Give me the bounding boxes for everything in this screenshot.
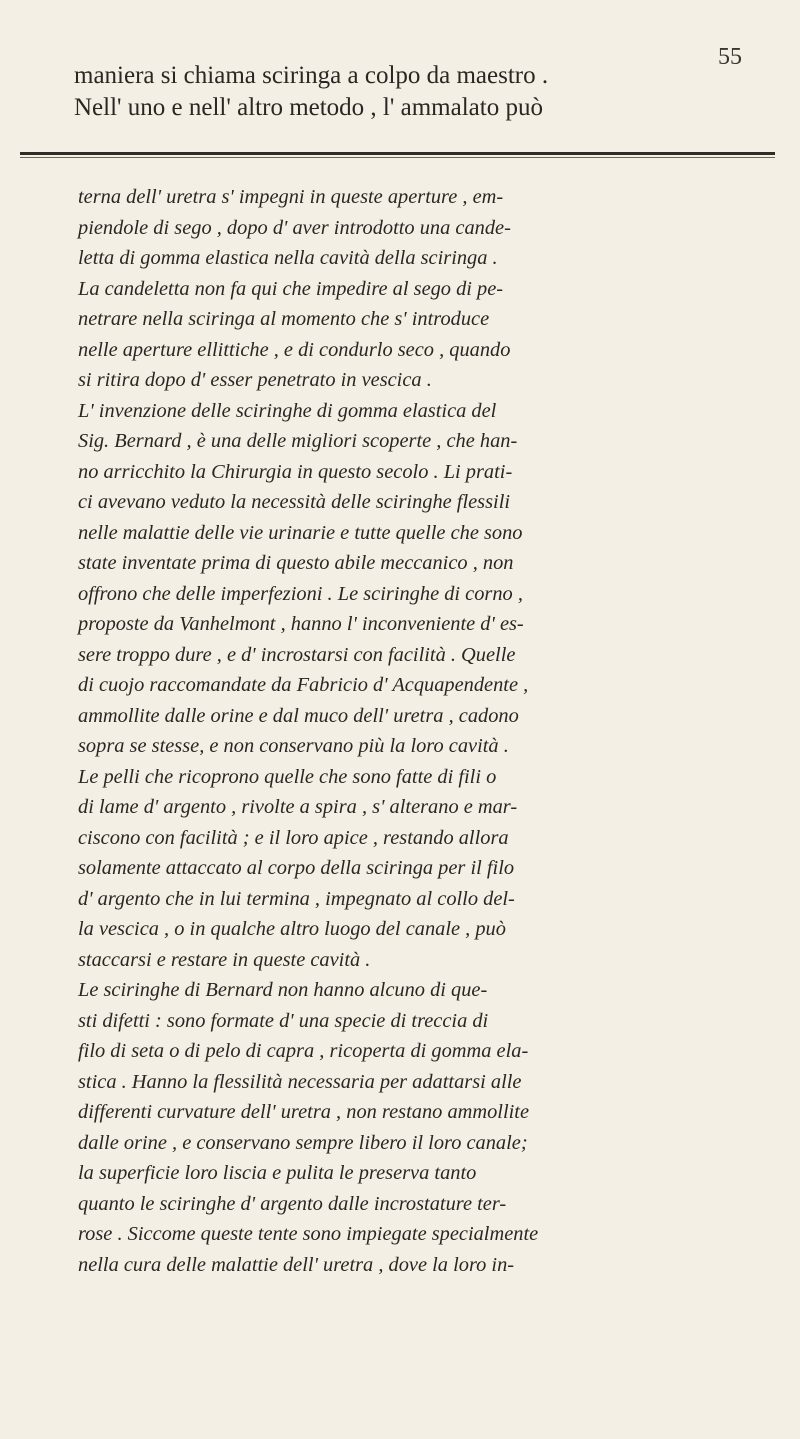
text-line: no arricchito la Chirurgia in questo secolo . Li prati- — [78, 460, 513, 483]
page-number: 55 — [718, 44, 742, 70]
text-line: Nell' uno e nell' altro metodo , l' ammalato può — [74, 94, 543, 121]
text-line: sti difetti : sono formate d' una specie di treccia di — [78, 1009, 489, 1032]
text-line: rose . Siccome queste tente sono impiegate specialmente — [78, 1223, 539, 1245]
text-line: proposte da Vanhelmont , hanno l' inconveniente d' es- — [78, 613, 524, 635]
text-line: maniera si chiama sciringa a colpo da maestro . — [74, 62, 549, 89]
text-line: La candeletta non fa qui che impedire al sego di pe- — [78, 277, 504, 300]
text-line: ciscono con facilità ; e il loro apice , restando allora — [78, 826, 509, 849]
text-line: Le sciringhe di Bernard non hanno alcuno di que- — [78, 979, 488, 1001]
text-line: la superficie loro liscia e pulita le preserva tanto — [78, 1162, 477, 1184]
text-line: solamente attaccato al corpo della sciringa per il filo — [78, 857, 515, 879]
text-line: Le pelli che ricoprono quelle che sono fatte di fili o — [78, 765, 497, 788]
text-line: letta di gomma elastica nella cavità della sciringa . — [78, 247, 498, 269]
text-line: nelle malattie delle vie urinarie e tutte quelle che sono — [78, 521, 523, 544]
italic-body-text — [78, 182, 778, 1280]
text-line: d' argento che in lui termina , impegnato al collo del- — [78, 887, 515, 910]
text-line: differenti curvature dell' uretra , non restano ammollite — [78, 1101, 530, 1123]
text-line: dalle orine , e conservano sempre libero il loro canale; — [78, 1131, 528, 1154]
text-line: di cuojo raccomandate da Fabricio d' Acquapendente , — [78, 674, 529, 696]
text-line: state inventate prima di questo abile meccanico , non — [78, 552, 514, 574]
horizontal-rule — [20, 152, 775, 155]
text-line: filo di seta o di pelo di capra , ricoperta di gomma ela- — [78, 1040, 529, 1062]
text-line: sopra se stesse, e non conservano più la loro cavità . — [78, 735, 509, 757]
text-line: nella cura delle malattie dell' uretra , dove la loro in- — [78, 1253, 515, 1276]
text-line: L' invenzione delle sciringhe di gomma elastica del — [78, 399, 497, 422]
text-line: sere troppo dure , e d' incrostarsi con facilità . Quelle — [78, 643, 516, 666]
text-line: piendole di sego , dopo d' aver introdotto una cande- — [78, 216, 511, 239]
text-line: ci avevano veduto la necessità delle sciringhe flessili — [78, 491, 511, 513]
text-line: netrare nella sciringa al momento che s' introduce — [78, 308, 490, 330]
text-line: ammollite dalle orine e dal muco dell' uretra , cadono — [78, 704, 519, 727]
text-line: offrono che delle imperfezioni . Le sciringhe di corno , — [78, 582, 523, 605]
text-line: quanto le sciringhe d' argento dalle incrostature ter- — [78, 1192, 507, 1215]
text-line: di lame d' argento , rivolte a spira , s' alterano e mar- — [78, 796, 518, 818]
text-line: Sig. Bernard , è una delle migliori scoperte , che han- — [78, 430, 518, 452]
text-line: terna dell' uretra s' impegni in queste aperture , em- — [78, 186, 504, 208]
text-line: nelle aperture ellittiche , e di condurlo seco , quando — [78, 338, 511, 361]
text-line: si ritira dopo d' esser penetrato in vescica . — [78, 369, 432, 391]
upper-paragraph — [74, 60, 774, 124]
text-line: stica . Hanno la flessilità necessaria per adattarsi alle — [78, 1070, 522, 1093]
text-line: la vescica , o in qualche altro luogo del canale , può — [78, 918, 506, 940]
text-line: staccarsi e restare in queste cavità . — [78, 948, 371, 971]
